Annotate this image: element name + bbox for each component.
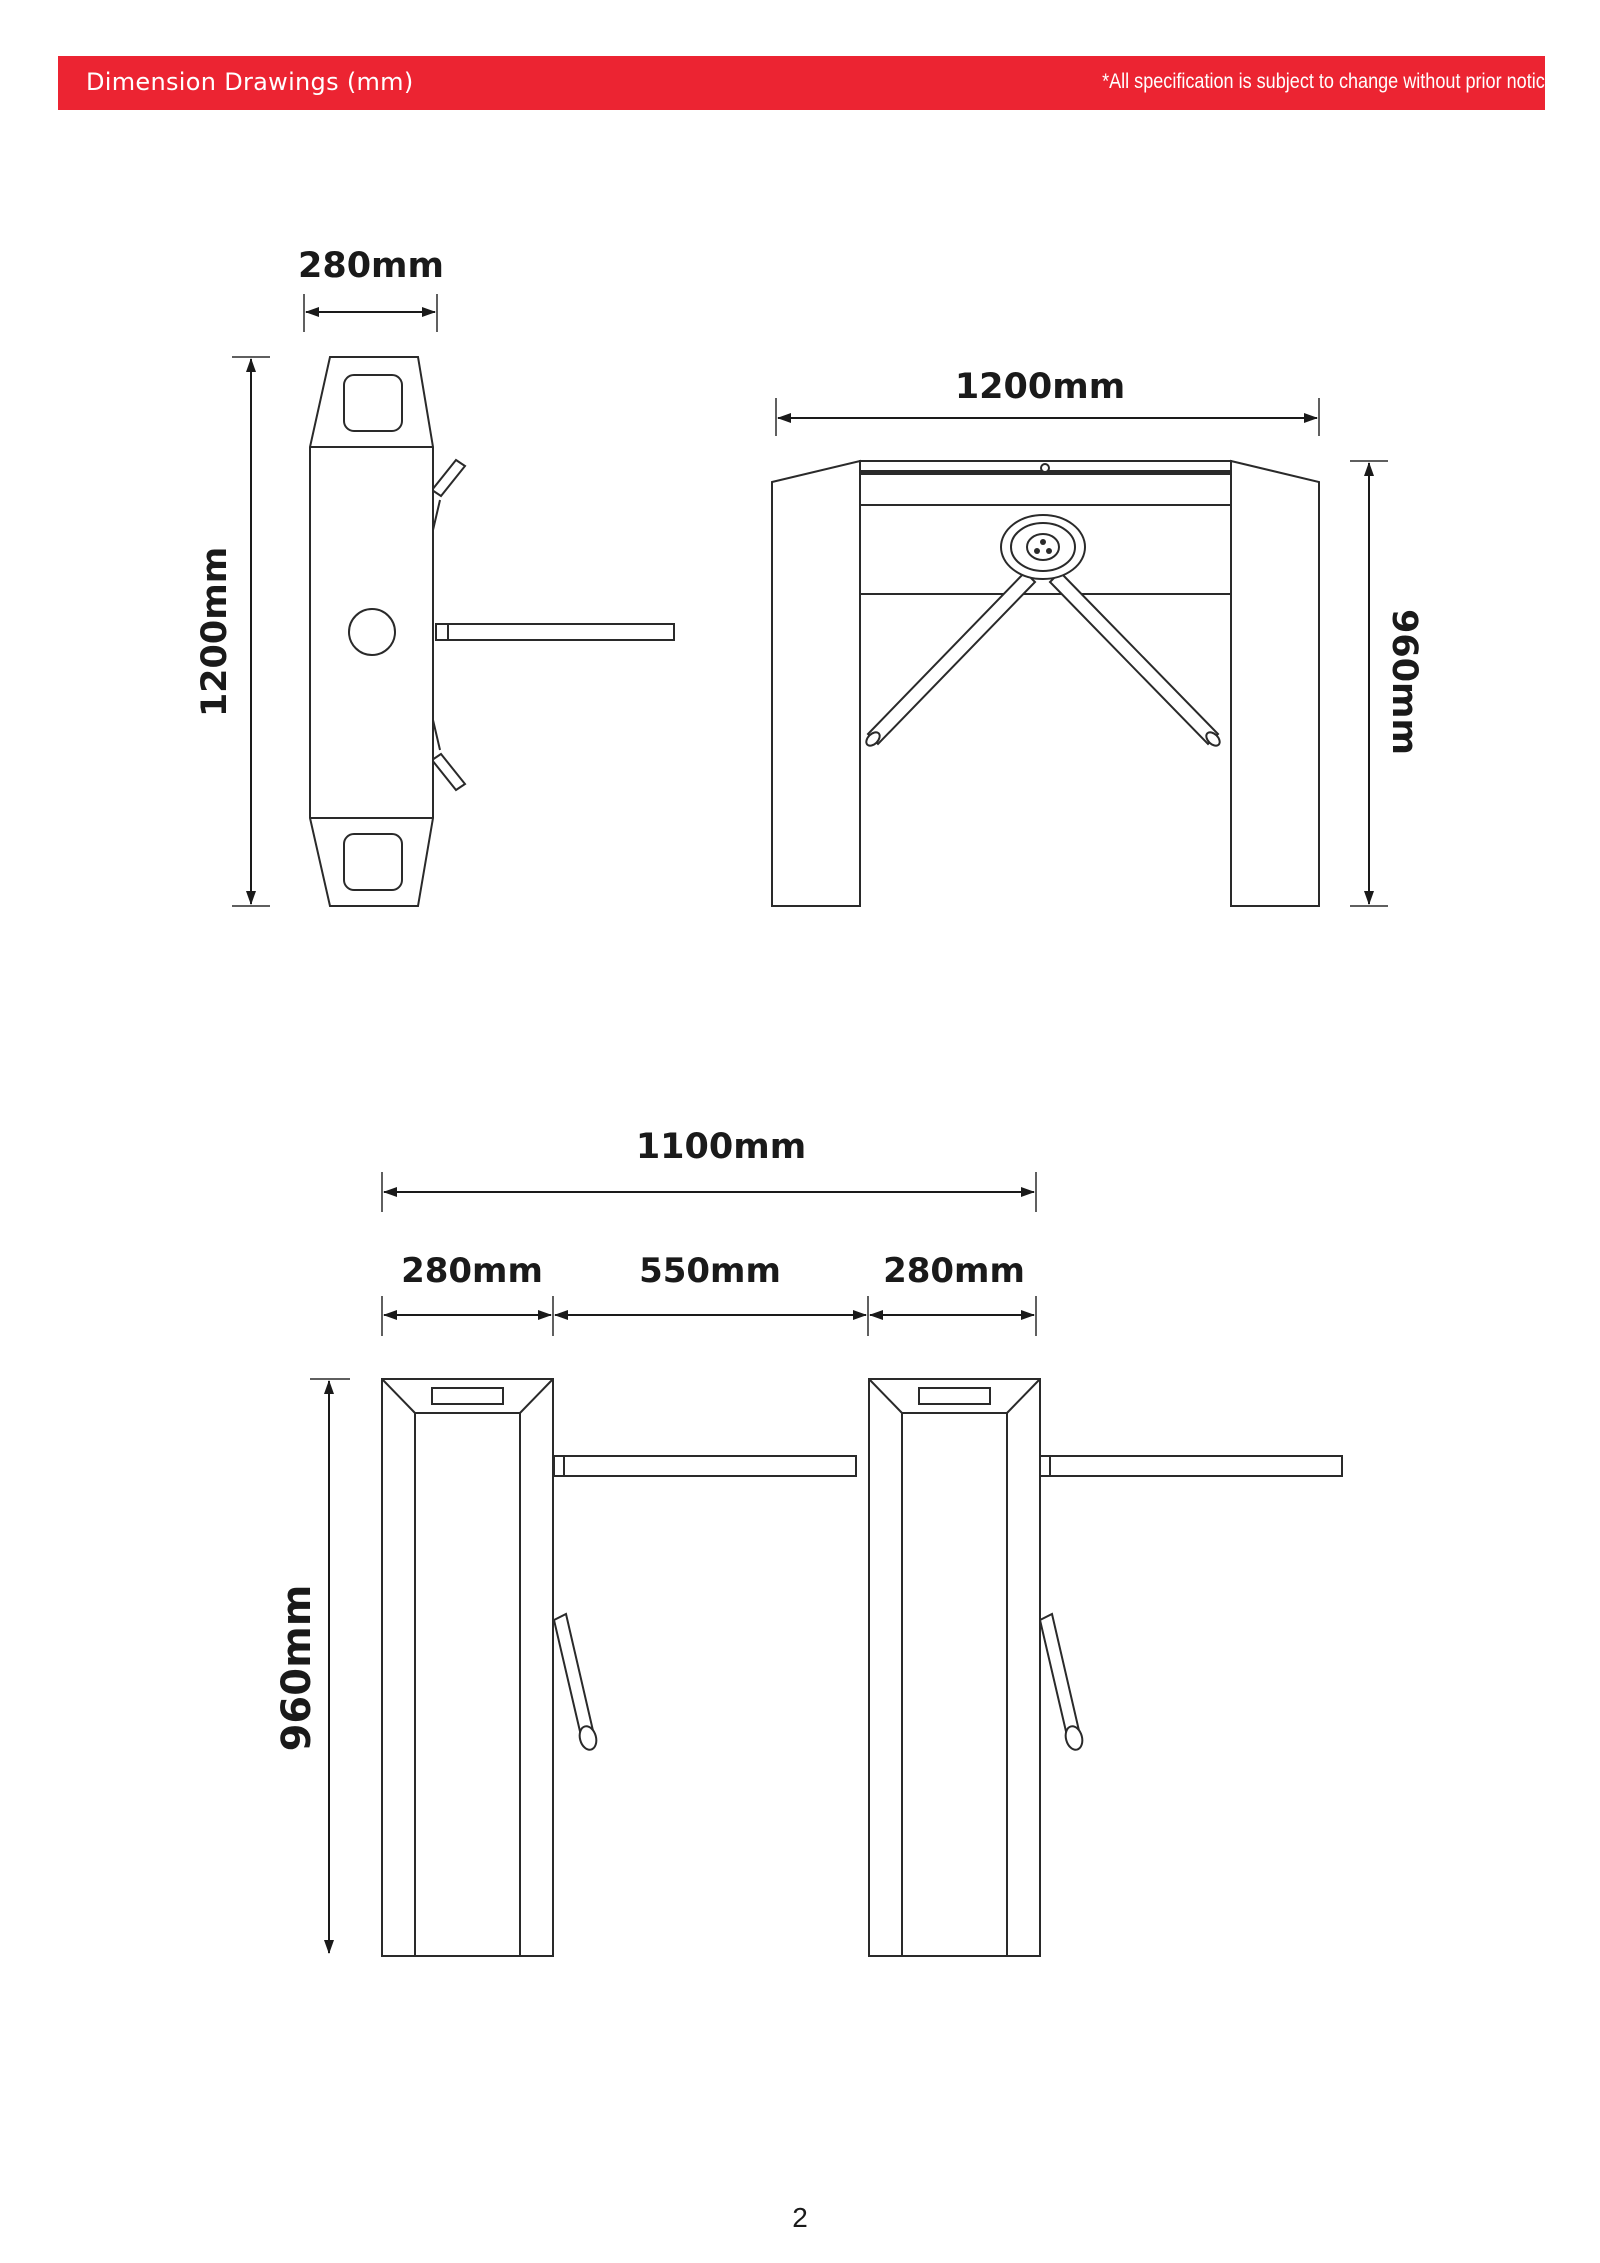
- pair-unit-left: [382, 1379, 856, 1956]
- pair-unit-right: [869, 1379, 1342, 1956]
- pair-lower-arm-left: [554, 1614, 594, 1740]
- front-arm-right: [1050, 572, 1218, 744]
- front-height-label: 960mm: [1384, 609, 1424, 755]
- header-title: Dimension Drawings (mm): [86, 68, 414, 96]
- side-width-label: 280mm: [298, 246, 444, 286]
- page-number: 2: [792, 2202, 808, 2233]
- side-view: [195, 246, 674, 906]
- front-cabinet-right: [1231, 461, 1319, 906]
- front-hub-outer: [1001, 515, 1085, 579]
- header-note: *All specification is subject to change without prior notic: [1102, 70, 1545, 93]
- pair-view: [274, 1127, 1342, 1956]
- side-arm-lower: [432, 754, 465, 790]
- pair-arm-right: [1040, 1456, 1342, 1476]
- pair-arm-left: [554, 1456, 856, 1476]
- pair-cabinet-left: [382, 1379, 553, 1956]
- side-arm-upper: [432, 460, 465, 496]
- side-arm-hub: [436, 624, 448, 640]
- pair-lower-arm-right: [1040, 1614, 1080, 1740]
- front-arm-left: [868, 572, 1035, 744]
- side-body: [310, 357, 433, 906]
- pair-cabinet-right: [869, 1379, 1040, 1956]
- front-cabinet-left: [772, 461, 860, 906]
- front-view: [772, 367, 1424, 906]
- pair-right-width-label: 280mm: [883, 1251, 1025, 1291]
- pair-height-label: 960mm: [274, 1584, 320, 1752]
- pair-left-width-label: 280mm: [401, 1251, 543, 1291]
- pair-gap-label: 550mm: [639, 1251, 781, 1291]
- side-height-label: 1200mm: [195, 546, 235, 718]
- front-width-label: 1200mm: [954, 367, 1126, 407]
- pair-total-width-label: 1100mm: [635, 1127, 807, 1167]
- side-arm-horizontal: [436, 624, 674, 640]
